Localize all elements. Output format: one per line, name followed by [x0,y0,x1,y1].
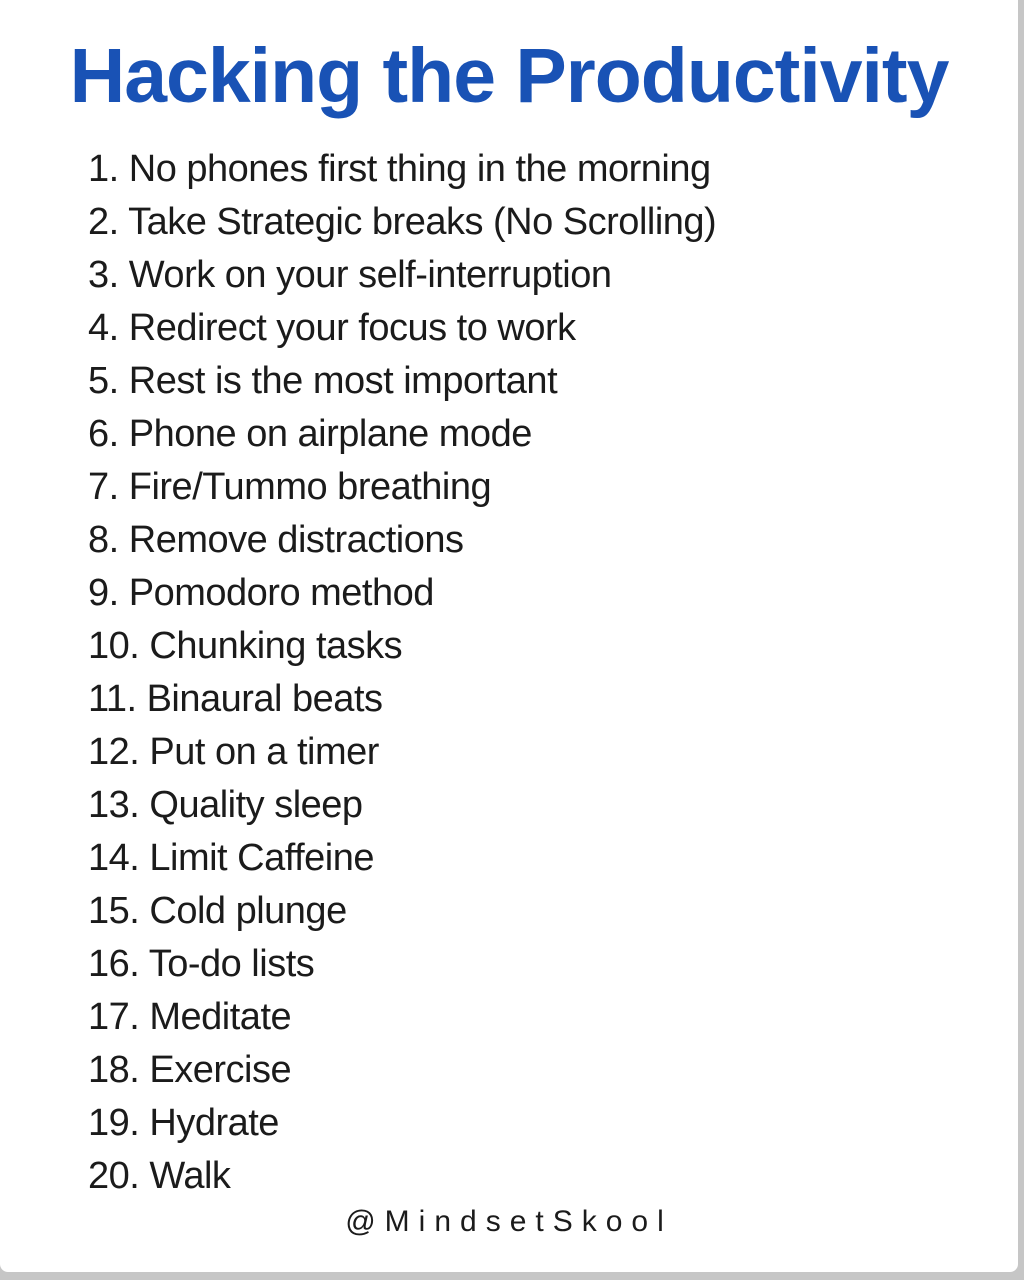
tips-list [0,143,1018,1203]
list-item: 4. Redirect your focus to work [88,307,576,349]
list-item: 6. Phone on airplane mode [88,413,532,455]
list-item: 3. Work on your self-interruption [88,254,612,296]
page-title: Hacking the Productivity [69,33,949,119]
list-item: 11. Binaural beats [88,678,383,720]
list-item: 9. Pomodoro method [88,572,434,614]
list-item: 17. Meditate [88,996,292,1038]
list-item: 18. Exercise [88,1049,292,1091]
list-item: 19. Hydrate [88,1102,279,1144]
list-item: 20. Walk [88,1155,231,1197]
list-item: 10. Chunking tasks [88,625,403,667]
list-item: 2. Take Strategic breaks (No Scrolling) [88,201,717,243]
list-item: 16. To-do lists [88,943,315,985]
list-item: 14. Limit Caffeine [88,837,375,879]
footer-handle: @MindsetSkool [345,1205,673,1238]
list-item: 12. Put on a timer [88,731,379,773]
list-item: 15. Cold plunge [88,890,347,932]
list-item: 8. Remove distractions [88,519,464,561]
list-item: 13. Quality sleep [88,784,363,826]
list-item: 1. No phones first thing in the morning [88,148,711,190]
list-item: 5. Rest is the most important [88,360,558,402]
list-item: 7. Fire/Tummo breathing [88,466,492,508]
